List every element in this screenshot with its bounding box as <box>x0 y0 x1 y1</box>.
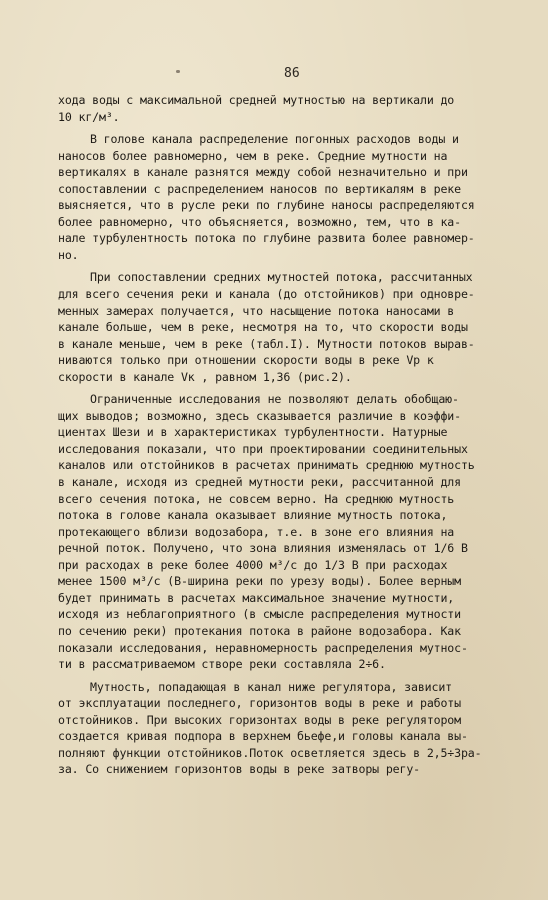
document-body <box>58 92 518 778</box>
text-line: щих выводов; возможно, здесь сказывается различие в коэффи- <box>58 408 461 423</box>
text-line: более равномерно, что объясняется, возможно, тем, что в ка- <box>58 214 461 229</box>
ink-smudge <box>176 70 180 73</box>
text-line: исходя из неблагоприятного (в смысле распределения мутности <box>58 607 461 622</box>
text-line: ти в рассматриваемом створе реки составляла 2÷6. <box>58 657 386 672</box>
text-line: менных замерах получается, что насыщение потока наносами в <box>58 303 455 318</box>
text-line: каналов или отстойников в расчетах принимать среднюю мутность <box>58 458 475 473</box>
text-line: при расходах в реке более 4000 м³/с до 1/3 В при расходах <box>58 557 448 572</box>
text-line: потока в голове канала оказывает влияние мутность потока, <box>58 508 448 523</box>
text-line: от эксплуатации последнего, горизонтов воды в реке и работы <box>58 696 461 711</box>
text-line: показали исследования, неравномерность распределения мутнос- <box>58 640 468 655</box>
text-line: менее 1500 м³/с (В-ширина реки по урезу воды). Более верным <box>58 574 461 589</box>
text-line: нале турбулентность потока по глубине развита более равномер- <box>58 231 475 246</box>
text-line: создается кривая подпора в верхнем бьефе,и головы канала вы- <box>58 729 468 744</box>
page-number: 86 <box>284 66 300 81</box>
text-line: по сечению реки) протекания потока в районе водозабора. Как <box>58 623 461 638</box>
paragraph <box>58 391 518 672</box>
text-line: но. <box>58 247 79 262</box>
text-line: протекающего вблизи водозабора, т.е. в зоне его влияния на <box>58 524 455 539</box>
text-line: наносов более равномерно, чем в реке. Средние мутности на <box>58 148 448 163</box>
text-line: всего сечения потока, не совсем верно. На среднюю мутность <box>58 491 455 506</box>
text-line: Мутность, попадающая в канал ниже регулятора, зависит <box>90 679 452 694</box>
paragraph <box>58 679 518 778</box>
text-line: выясняется, что в русле реки по глубине наносы распределяются <box>58 198 475 213</box>
text-line: При сопоставлении средних мутностей потока, рассчитанных <box>90 270 473 285</box>
text-line: циентах Шези и в характеристиках турбулентности. Натурные <box>58 425 448 440</box>
text-line: за. Со снижением горизонтов воды в реке затворы регу- <box>58 762 420 777</box>
text-line: отстойников. При высоких горизонтах воды в реке регулятором <box>58 712 461 727</box>
text-line: 10 кг/м³. <box>58 109 120 124</box>
text-line: полняют функции отстойников.Поток осветляется здесь в 2,5÷3ра- <box>58 745 482 760</box>
text-line: канале больше, чем в реке, несмотря на то, что скорости воды <box>58 320 468 335</box>
text-line: ниваются только при отношении скорости воды в реке Vр к <box>58 353 434 368</box>
paragraph <box>58 131 518 263</box>
paragraph <box>58 269 518 385</box>
paragraph <box>58 92 518 125</box>
text-line: в канале, исходя из средней мутности реки, рассчитанной для <box>58 475 461 490</box>
text-line: исследования показали, что при проектировании соединительных <box>58 441 468 456</box>
text-line: для всего сечения реки и канала (до отстойников) при одновре- <box>58 287 475 302</box>
text-line: сопоставлении с распределением наносов по вертикалям в реке <box>58 181 461 196</box>
text-line: Ограниченные исследования не позволяют делать обобщаю- <box>90 392 459 407</box>
text-line: скорости в канале Vк , равном 1,36 (рис.2). <box>58 369 352 384</box>
text-line: будет принимать в расчетах максимальное значение мутности, <box>58 590 455 605</box>
text-line: в канале меньше, чем в реке (табл.I). Мутности потоков вырав- <box>58 336 475 351</box>
text-line: хода воды с максимальной средней мутностью на вертикали до <box>58 93 455 107</box>
text-line: речной поток. Получено, что зона влияния изменялась от 1/6 В <box>58 541 468 556</box>
text-line: вертикалях в канале разнятся между собой незначительно и при <box>58 165 468 180</box>
text-line: В голове канала распределение погонных расходов воды и <box>90 132 459 147</box>
